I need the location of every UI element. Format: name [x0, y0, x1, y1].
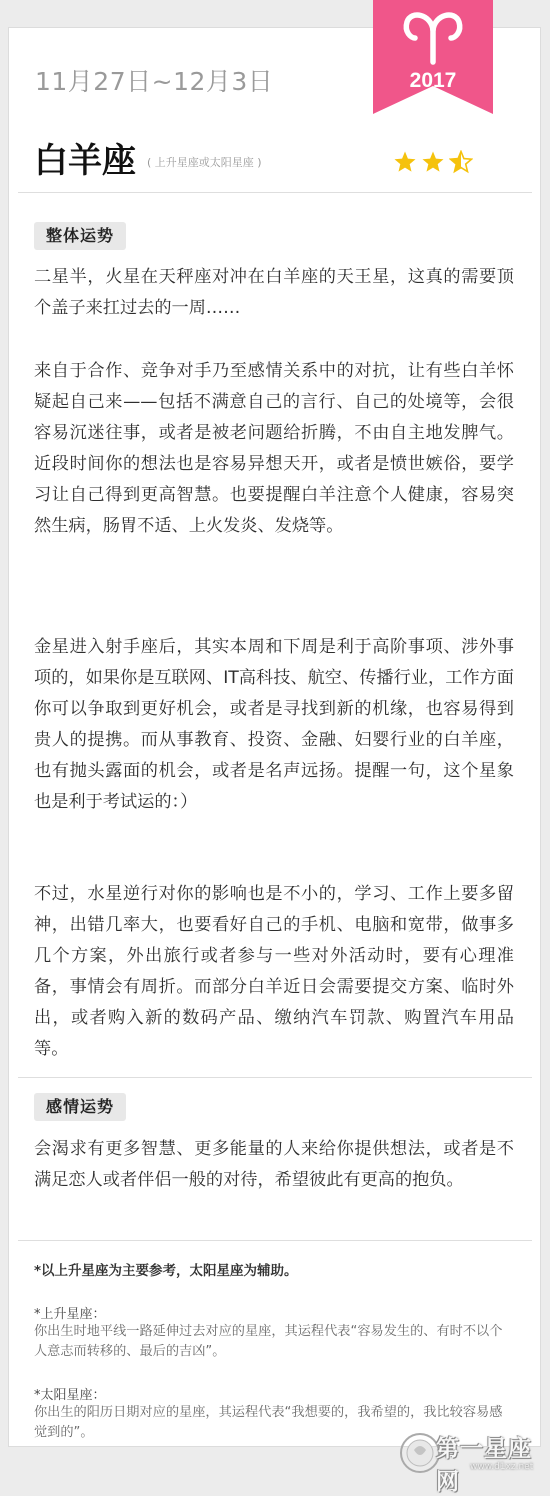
rating-stars	[393, 150, 473, 176]
star-icon	[421, 150, 445, 174]
star-icon	[393, 150, 417, 174]
year-label: 2017	[409, 69, 457, 92]
watermark-name: 第一星座网	[436, 1436, 532, 1495]
overall-paragraph: 不过，水星逆行对你的影响也是不小的，学习、工作上要多留神，出错几率大，也要看好自己的手机、电脑和宽带，做事多几个方案，外出旅行或者参与一些对外活动时，要有心理准备，事情会有周折。而部分白羊近日会需要提交方案、临时外出，或者购入新的数码产品、缴纳汽车罚款、购置汽车用品等。	[34, 884, 514, 1059]
rising-title: *上升星座：	[34, 1307, 106, 1322]
love-paragraph: 会渴求有更多智慧、更多能量的人来给你提供想法，或者是不满足恋人或者伴侣一般的对待，希望彼此有更高的抱负。	[34, 1139, 514, 1190]
overall-title: 整体运势	[34, 222, 126, 250]
section-divider	[18, 1240, 532, 1241]
overall-paragraph: 金星进入射手座后，其实本周和下周是利于高阶事项、涉外事项的，如果你是互联网、IT高科技、航空、传播行业，工作方面你可以争取到更好机会，或者是寻找到新的机缘，也容易得到贵人的提携。而从事教育、投资、金融、妇婴行业的白羊座，也有抛头露面的机会，或者是名声远扬。提醒一句，这个星象也是利于考试运的：）	[34, 637, 514, 812]
sun-text: 你出生的阳历日期对应的星座，其运程代表“我想要的，我希望的，我比较容易感觉到的”。	[34, 1405, 503, 1440]
section-divider	[18, 192, 532, 193]
sign-note: ( 上升星座或太阳星座 )	[147, 156, 262, 169]
half-star-icon	[449, 150, 473, 174]
overall-paragraph: 来自于合作、竞争对手乃至感情关系中的对抗，让有些白羊怀疑起自己来——包括不满意自己的言行、自己的处境等，会很容易沉迷往事，或者是被老问题给折腾，不由自主地发脾气。近段时间你的想法也是容易异想天开，或者是愤世嫉俗，要学习让自己得到更高智慧。也要提醒白羊注意个人健康，容易突然生病，肠胃不适、上火发炎、发烧等。	[34, 361, 514, 536]
date-range: 11月27日~12月3日	[35, 67, 274, 96]
sign-name: 白羊座	[34, 141, 136, 181]
footnote-note: *以上升星座为主要参考，太阳星座为辅助。	[34, 1263, 298, 1279]
overall-paragraph: 二星半，火星在天秤座对冲在白羊座的天王星，这真的需要顶个盖子来扛过去的一周……	[34, 267, 514, 318]
sun-title: *太阳星座：	[34, 1388, 106, 1403]
section-divider	[18, 1077, 532, 1078]
love-title: 感情运势	[34, 1093, 126, 1121]
aries-ribbon-badge	[371, 0, 495, 114]
rising-text: 你出生时地平线一路延伸过去对应的星座，其运程代表“容易发生的、有时不以个人意志而转移的、最后的吉凶”。	[34, 1324, 503, 1359]
watermark-url: www.d1xz.net	[470, 1462, 534, 1472]
